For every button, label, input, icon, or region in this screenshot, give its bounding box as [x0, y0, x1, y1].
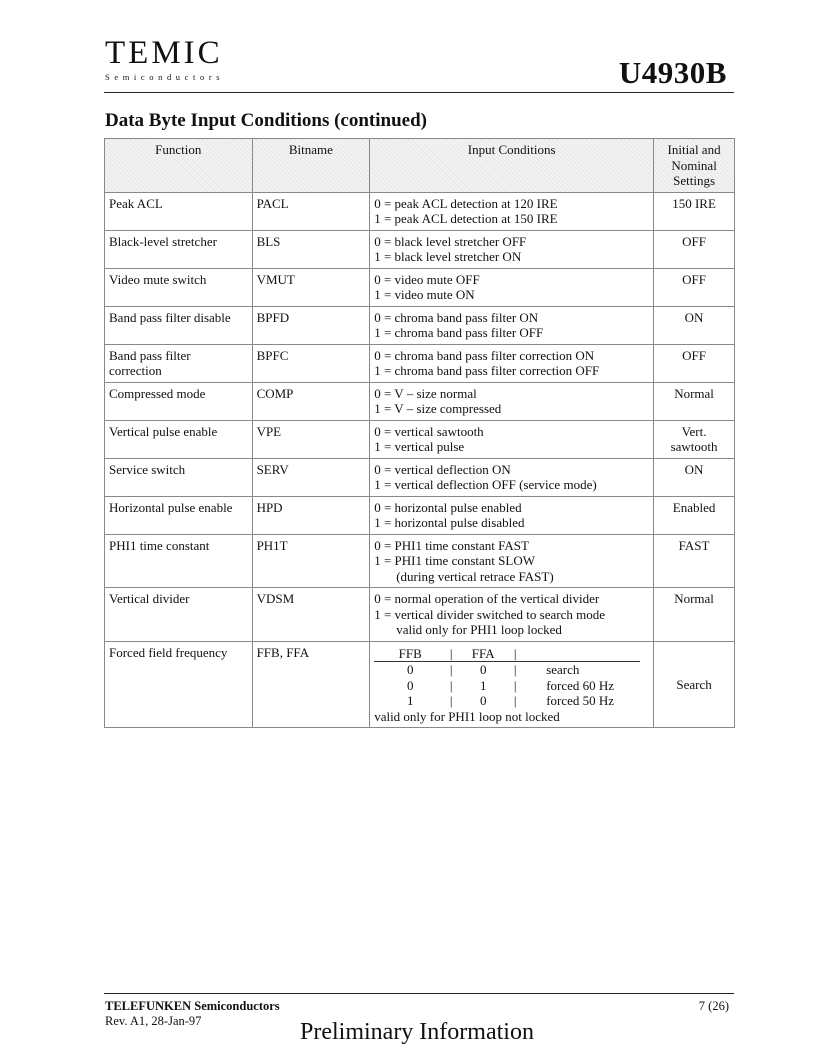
- cell-bitname: PH1T: [252, 534, 370, 588]
- logo-text: TEMIC: [105, 35, 223, 71]
- cell-initial-setting: Vert. sawtooth: [654, 420, 735, 458]
- header-function: Function: [105, 139, 253, 193]
- cell-input-conditions: 0 = black level stretcher OFF 1 = black level stretcher ON: [370, 230, 654, 268]
- table-row: [105, 496, 735, 534]
- cell-bitname: BPFC: [252, 344, 370, 382]
- cell-initial-setting: ON: [654, 458, 735, 496]
- condition-note: (during vertical retrace FAST): [396, 568, 554, 584]
- cell-function: Compressed mode: [105, 382, 253, 420]
- cell-input-conditions: 0 = video mute OFF 1 = video mute ON: [370, 268, 654, 306]
- table-row: [105, 534, 735, 588]
- cell-function: Band pass filter correction: [105, 344, 253, 382]
- cell-function: Peak ACL: [105, 192, 253, 230]
- cell-bitname: VDSM: [252, 588, 370, 642]
- ffb-truth-table-head: FFB | FFA |: [374, 646, 640, 663]
- part-number: U4930B: [618, 55, 727, 90]
- cell-function: Black-level stretcher: [105, 230, 253, 268]
- data-byte-table: [104, 138, 735, 728]
- header-bitname: Bitname: [252, 139, 370, 193]
- ffb-truth-table: [374, 646, 649, 725]
- cell-bitname: BPFD: [252, 306, 370, 344]
- cell-function: Service switch: [105, 458, 253, 496]
- cell-bitname: VMUT: [252, 268, 370, 306]
- footer-divider: [104, 993, 734, 994]
- footer-revision: Rev. A1, 28-Jan-97: [105, 1014, 202, 1028]
- table-row: [105, 420, 735, 458]
- footer-page-number: 7 (26): [698, 999, 729, 1013]
- cell-initial-setting: FAST: [654, 534, 735, 588]
- cell-initial-setting: OFF: [654, 268, 735, 306]
- cell-function: Band pass filter disable: [105, 306, 253, 344]
- table-row: [105, 306, 735, 344]
- cell-input-conditions: 0 = chroma band pass filter ON 1 = chroma band pass filter OFF: [370, 306, 654, 344]
- cell-function: Forced field frequency: [105, 641, 253, 728]
- ffb-truth-table-row: 1 | 0 | forced 50 Hz: [406, 693, 615, 708]
- cell-bitname: BLS: [252, 230, 370, 268]
- cell-function: Horizontal pulse enable: [105, 496, 253, 534]
- table-row-forced-field: [105, 641, 735, 728]
- section-title: Data Byte Input Conditions (continued): [105, 110, 427, 131]
- cell-initial-setting: Search: [654, 641, 735, 728]
- ffb-truth-table-row: 0 | 0 | search: [406, 662, 580, 677]
- logo-subtext: Semiconductors: [105, 72, 225, 82]
- cell-input-conditions: 0 = peak ACL detection at 120 IRE 1 = peak ACL detection at 150 IRE: [370, 192, 654, 230]
- cell-input-conditions: 0 = V – size normal 1 = V – size compressed: [370, 382, 654, 420]
- cell-bitname: PACL: [252, 192, 370, 230]
- cell-bitname: FFB, FFA: [252, 641, 370, 728]
- ffb-note: valid only for PHI1 loop not locked: [374, 708, 560, 724]
- temic-logo: [105, 36, 224, 82]
- cell-input-conditions: 0 = normal operation of the vertical divider 1 = vertical divider switched to search mode valid only for PHI1 loop locked: [370, 588, 654, 642]
- cell-input-conditions: 0 = horizontal pulse enabled 1 = horizontal pulse disabled: [370, 496, 654, 534]
- cell-input-conditions: [370, 641, 654, 728]
- table-row: [105, 458, 735, 496]
- cell-initial-setting: Normal: [654, 382, 735, 420]
- cell-initial-setting: OFF: [654, 230, 735, 268]
- cell-function: PHI1 time constant: [105, 534, 253, 588]
- preliminary-information: Preliminary Information: [300, 1019, 534, 1045]
- cell-input-conditions: 0 = vertical sawtooth 1 = vertical pulse: [370, 420, 654, 458]
- ffb-truth-table-row: 0 | 1 | forced 60 Hz: [406, 677, 615, 693]
- cell-bitname: SERV: [252, 458, 370, 496]
- table-row: [105, 588, 735, 642]
- condition-note: valid only for PHI1 loop locked: [396, 622, 562, 637]
- header-input-conditions: Input Conditions: [370, 139, 654, 193]
- cell-bitname: VPE: [252, 420, 370, 458]
- table-row: [105, 268, 735, 306]
- cell-function: Video mute switch: [105, 268, 253, 306]
- footer-company: TELEFUNKEN Semiconductors: [105, 999, 280, 1013]
- cell-function: Vertical pulse enable: [105, 420, 253, 458]
- table-row: [105, 344, 735, 382]
- cell-initial-setting: ON: [654, 306, 735, 344]
- cell-input-conditions: 0 = chroma band pass filter correction ON 1 = chroma band pass filter correction OFF: [370, 344, 654, 382]
- table-header-row: [105, 139, 735, 193]
- table-row: [105, 382, 735, 420]
- cell-initial-setting: OFF: [654, 344, 735, 382]
- cell-initial-setting: 150 IRE: [654, 192, 735, 230]
- cell-function: Vertical divider: [105, 588, 253, 642]
- cell-bitname: COMP: [252, 382, 370, 420]
- table-row: [105, 230, 735, 268]
- header-divider: [104, 92, 734, 93]
- cell-initial-setting: Enabled: [654, 496, 735, 534]
- cell-bitname: HPD: [252, 496, 370, 534]
- header-initial-settings: Initial and Nominal Settings: [654, 139, 735, 193]
- table-row: [105, 192, 735, 230]
- cell-initial-setting: Normal: [654, 588, 735, 642]
- cell-input-conditions: 0 = PHI1 time constant FAST 1 = PHI1 time constant SLOW (during vertical retrace FAST): [370, 534, 654, 588]
- cell-input-conditions: 0 = vertical deflection ON 1 = vertical deflection OFF (service mode): [370, 458, 654, 496]
